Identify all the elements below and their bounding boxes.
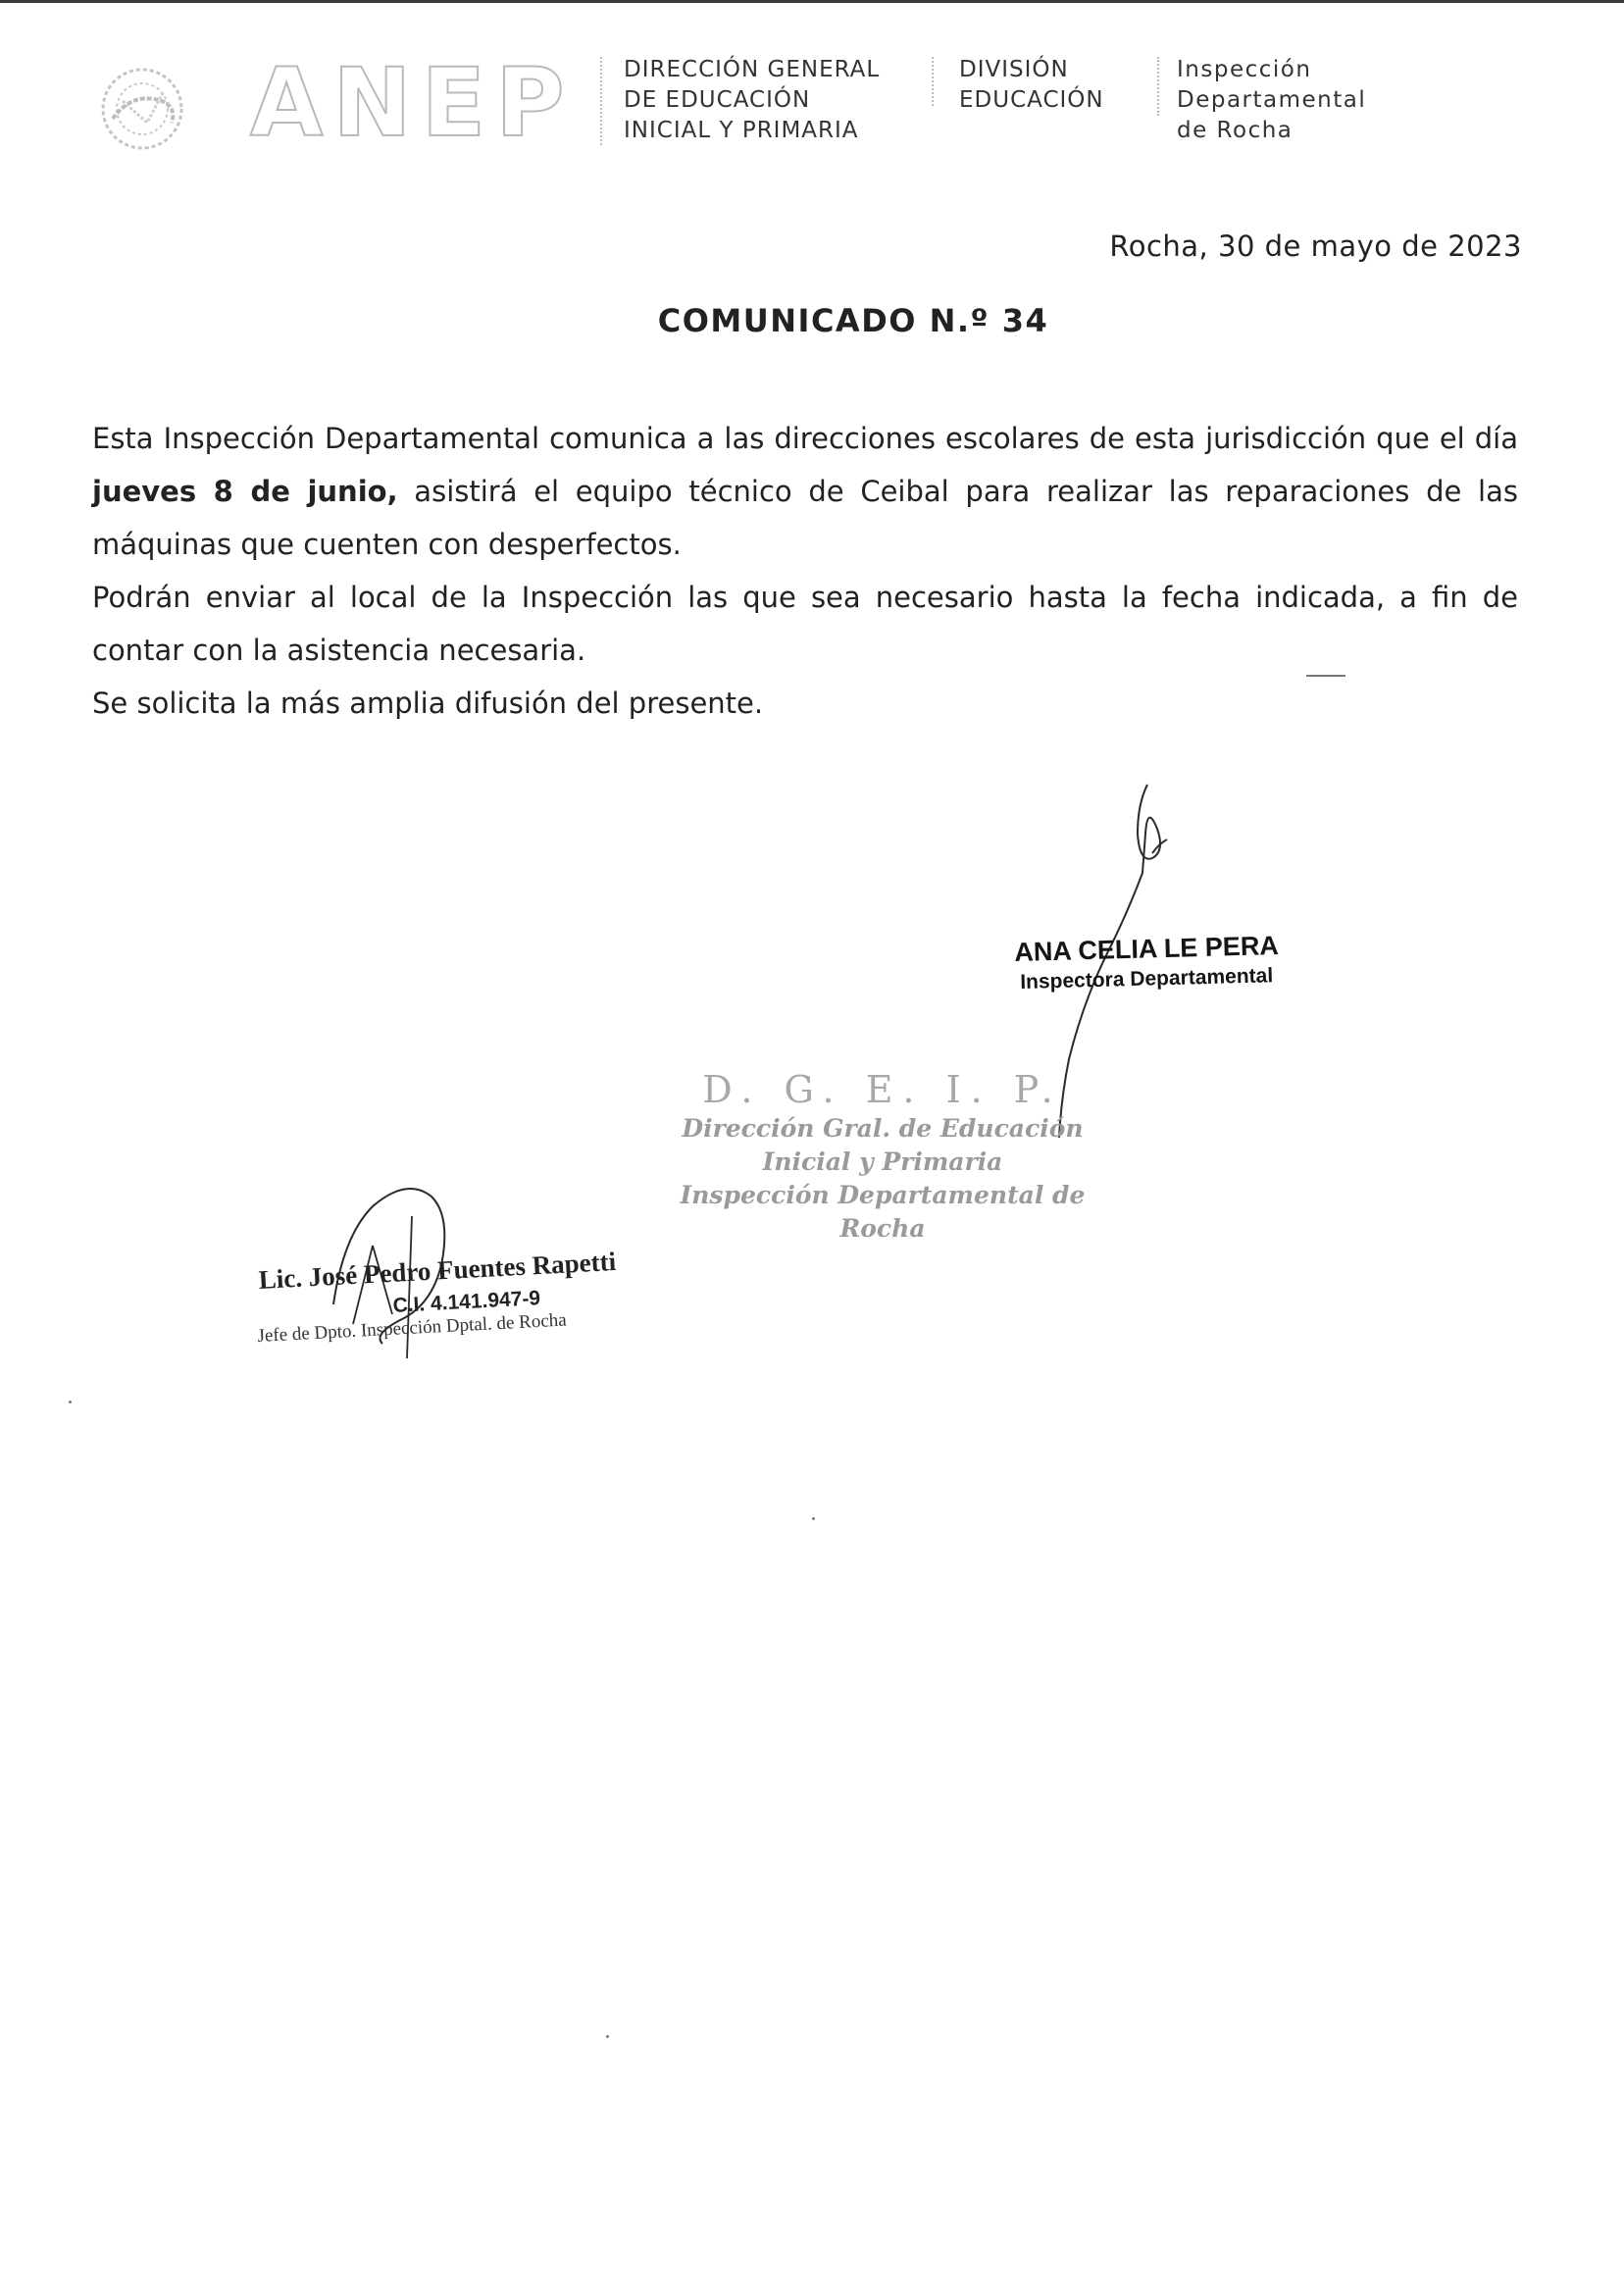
header-line: EDUCACIÓN bbox=[959, 87, 1104, 113]
stamp-line: Inspección Departamental de Rocha bbox=[680, 1181, 1086, 1243]
signer-name: Lic. José Pedro Fuentes Rapetti bbox=[258, 1246, 617, 1295]
header-line: Inspección bbox=[1177, 57, 1312, 82]
header-divider bbox=[600, 57, 602, 145]
header-line: DIVISIÓN bbox=[959, 57, 1069, 82]
scan-mark bbox=[1306, 675, 1345, 677]
body-paragraph: Podrán enviar al local de la Inspección las que sea necesario hasta la fecha indicada, a fin de contar con la asistencia necesaria. bbox=[92, 581, 1518, 667]
top-border bbox=[0, 0, 1624, 3]
header-division bbox=[959, 55, 1155, 116]
highlighted-date: jueves 8 de junio, bbox=[92, 475, 398, 508]
signer-id: C.I. 4.141.947-9 bbox=[392, 1287, 541, 1317]
header-line: Departamental bbox=[1177, 87, 1367, 113]
body-paragraph bbox=[92, 412, 1518, 571]
scan-mark bbox=[69, 1401, 72, 1403]
header-divider bbox=[1157, 57, 1159, 116]
header-dgeip bbox=[624, 55, 918, 146]
emblem-icon bbox=[93, 62, 201, 160]
header-line: DIRECCIÓN GENERAL bbox=[624, 57, 881, 82]
document-body bbox=[92, 412, 1518, 730]
signer-name: ANA CELIA LE PERA bbox=[1014, 930, 1280, 967]
header-line: INICIAL Y PRIMARIA bbox=[624, 118, 859, 143]
body-text: Esta Inspección Departamental comunica a las direcciones escolares de esta jurisdicción que el día bbox=[92, 422, 1518, 455]
document-title: COMUNICADO N.º 34 bbox=[657, 302, 1049, 339]
stamp-line: D. G. E. I. P. bbox=[702, 1068, 1063, 1111]
body-text: asistirá el equipo técnico de Ceibal para realizar las reparaciones de las máquinas que cuenten con desperfectos. bbox=[92, 475, 1518, 561]
stamp-line: Inicial y Primaria bbox=[762, 1147, 1003, 1176]
header-line: de Rocha bbox=[1177, 118, 1294, 143]
header-inspection bbox=[1177, 55, 1412, 146]
header-line: DE EDUCACIÓN bbox=[624, 87, 811, 113]
institution-stamp bbox=[647, 1067, 1118, 1246]
signer-role: Jefe de Dpto. Inspección Dptal. de Rocha bbox=[257, 1309, 568, 1347]
body-paragraph: Se solicita la más amplia difusión del presente. bbox=[92, 687, 764, 720]
header-divider bbox=[932, 57, 934, 106]
stamp-line: Dirección Gral. de Educación bbox=[682, 1114, 1084, 1143]
scan-mark bbox=[606, 2035, 609, 2038]
date-line: Rocha, 30 de mayo de 2023 bbox=[1109, 229, 1522, 263]
logo-wordmark: ANEP bbox=[250, 48, 575, 158]
scan-mark bbox=[812, 1517, 815, 1520]
anep-logo bbox=[93, 48, 584, 158]
signer-role: Inspectora Departamental bbox=[1020, 964, 1274, 994]
